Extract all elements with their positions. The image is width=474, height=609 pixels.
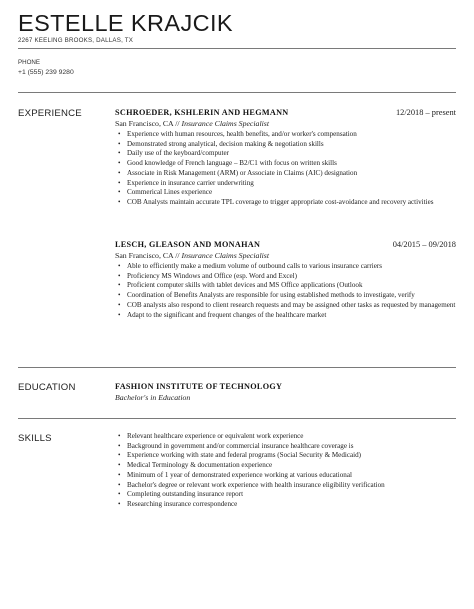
- phone-number: +1 (555) 239 9280: [18, 69, 74, 76]
- list-item: • Experience with human resources, health benefits, and/or worker's compensation: [115, 130, 456, 140]
- list-item: • Good knowledge of French language – B2/C1 with focus on written skills: [115, 159, 456, 169]
- list-item: • Background in government and/or commercial insurance healthcare coverage is: [115, 442, 456, 452]
- list-item: • Relevant healthcare experience or equivalent work experience: [115, 432, 456, 442]
- job-location: San Francisco, CA //: [115, 251, 180, 260]
- section-heading-education: EDUCATION: [18, 382, 76, 393]
- list-item: • Bachelor's degree or relevant work experience with health insurance eligibility verification: [115, 481, 456, 491]
- list-item: • Experience in insurance carrier underwriting: [115, 179, 456, 189]
- responsibility-list: [115, 262, 456, 320]
- job-location-title: [115, 251, 456, 260]
- list-item: • Proficiency MS Windows and Office (esp. Word and Excel): [115, 272, 456, 282]
- skills-entry: [115, 432, 456, 510]
- list-item: • Medical Terminology & documentation experience: [115, 461, 456, 471]
- education-entry: [115, 382, 456, 402]
- section-divider-experience: [18, 92, 456, 93]
- phone-label: PHONE: [18, 59, 41, 66]
- list-item: • Experience working with state and federal programs (Social Security & Medicaid): [115, 451, 456, 461]
- list-item: • Coordination of Benefits Analysts are responsible for using established methods to investigate, verify: [115, 291, 456, 301]
- job-location: San Francisco, CA //: [115, 119, 180, 128]
- job-title: Insurance Claims Specialist: [181, 119, 269, 128]
- employment-dates: 04/2015 – 09/2018: [392, 240, 456, 249]
- list-item: • Proficient computer skills with tablet devices and MS Office applications (Outlook: [115, 281, 456, 291]
- header-divider: [18, 48, 456, 49]
- section-heading-skills: SKILLS: [18, 433, 52, 444]
- section-heading-experience: EXPERIENCE: [18, 108, 82, 119]
- list-item: • COB Analysts maintain accurate TPL coverage to trigger appropriate cost-avoidance and recovery activities: [115, 198, 456, 208]
- list-item: • COB analysts also respond to client research requests and may be assigned other tasks as requested by management: [115, 301, 456, 311]
- job-title: Insurance Claims Specialist: [181, 251, 269, 260]
- list-item: • Able to efficiently make a medium volume of outbound calls to various insurance carriers: [115, 262, 456, 272]
- candidate-address: 2267 KEELING BROOKS, DALLAS, TX: [18, 37, 134, 44]
- skills-list: [115, 432, 456, 510]
- employment-dates: 12/2018 – present: [395, 108, 456, 117]
- candidate-name: ESTELLE KRAJCIK: [18, 10, 233, 36]
- list-item: • Daily use of the keyboard/computer: [115, 149, 456, 159]
- list-item: • Commerical Lines experience: [115, 188, 456, 198]
- degree: Bachelor's in Education: [115, 393, 191, 402]
- job-location-title: [115, 119, 456, 128]
- list-item: • Associate in Risk Management (ARM) or Associate in Claims (AIC) designation: [115, 169, 456, 179]
- list-item: • Minimum of 1 year of demonstrated experience working at various educational: [115, 471, 456, 481]
- list-item: • Demonstrated strong analytical, decision making & negotiation skills: [115, 140, 456, 150]
- section-divider-education: [18, 367, 456, 368]
- company-name: LESCH, GLEASON AND MONAHAN: [115, 240, 261, 249]
- experience-entry-1: [115, 108, 456, 208]
- list-item: • Completing outstanding insurance report: [115, 490, 456, 500]
- section-divider-skills: [18, 418, 456, 419]
- experience-entry-2: [115, 240, 456, 320]
- list-item: • Researching insurance correspondence: [115, 500, 456, 510]
- company-name: SCHROEDER, KSHLERIN AND HEGMANN: [115, 108, 289, 117]
- list-item: • Adapt to the significant and frequent changes of the healthcare market: [115, 311, 456, 321]
- school-name: FASHION INSTITUTE OF TECHNOLOGY: [115, 382, 283, 391]
- responsibility-list: [115, 130, 456, 208]
